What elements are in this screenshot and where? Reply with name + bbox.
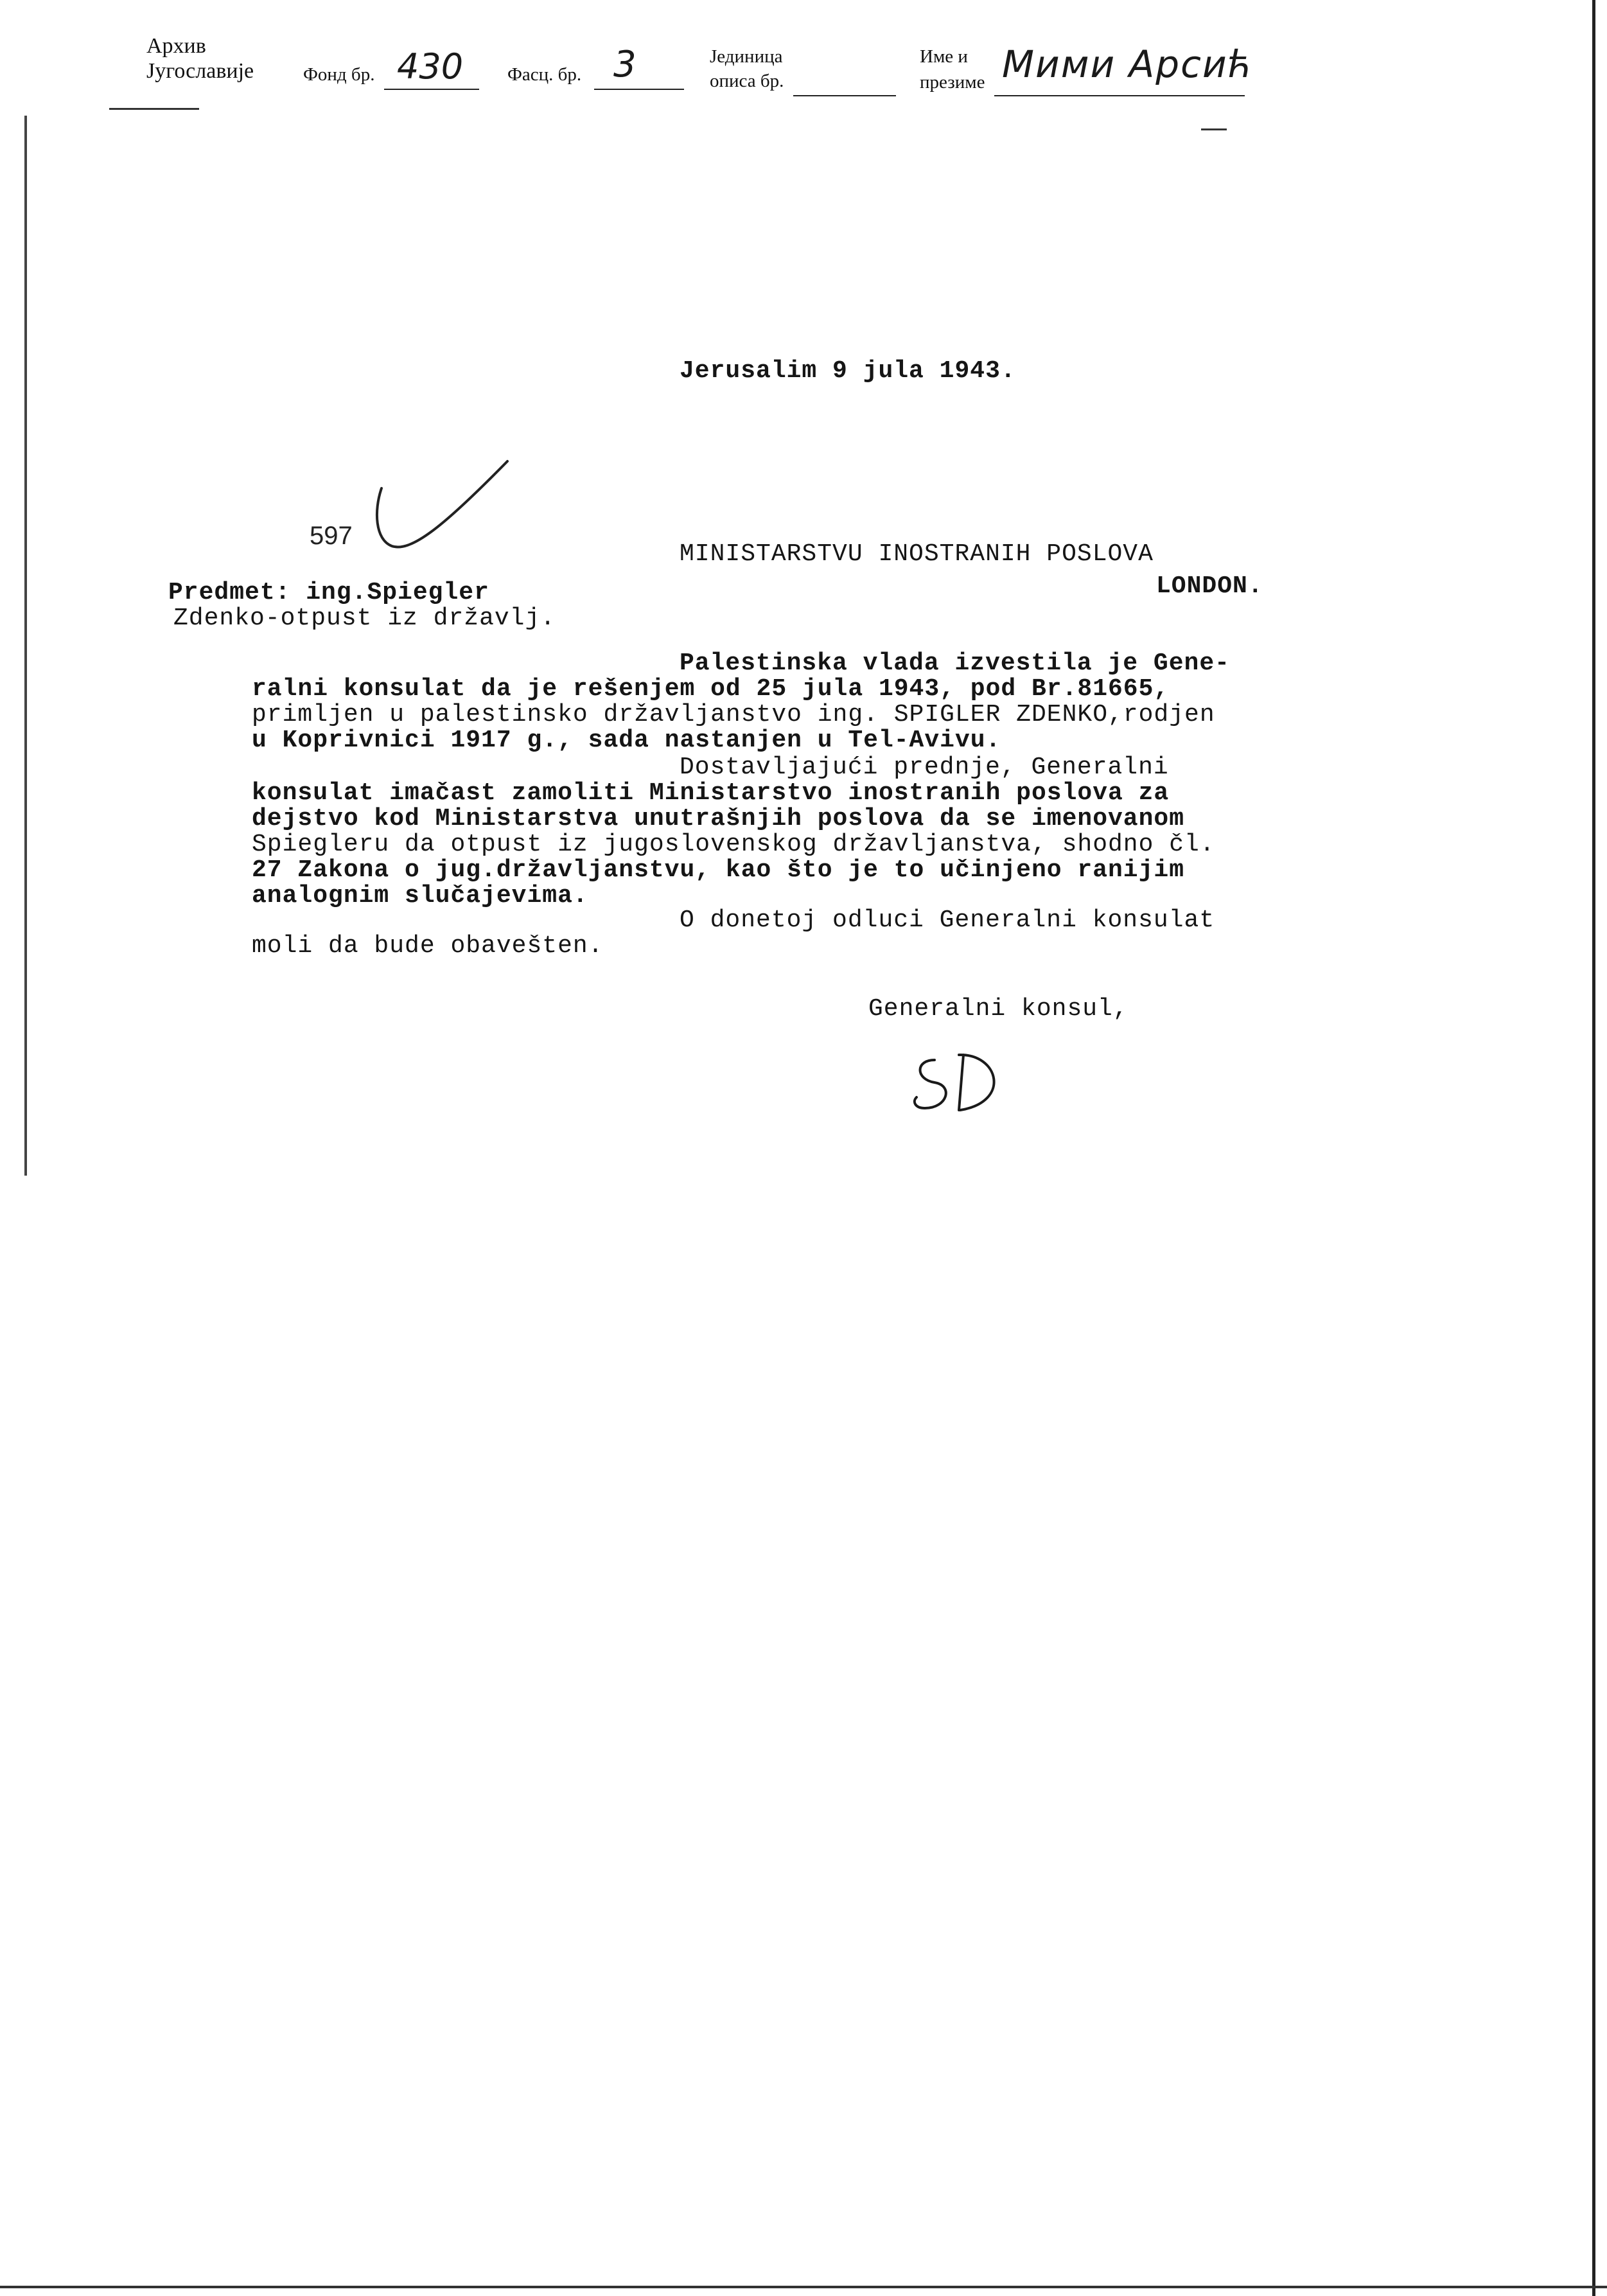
- body-line: analognim slučajevima.: [252, 882, 588, 910]
- date-line: Jerusalim 9 jula 1943.: [680, 357, 1016, 385]
- fond-value: 430: [397, 46, 464, 87]
- signature-mark: [909, 1041, 1018, 1118]
- unit-field: [793, 64, 896, 96]
- body-line: dejstvo kod Ministarstva unutrašnjih poslova da se imenovanom: [252, 805, 1185, 833]
- body-line: Palestinska vlada izvestila je Gene-: [680, 649, 1230, 677]
- signature: [909, 1041, 1018, 1121]
- body-line: u Koprivnici 1917 g., sada nastanjen u Tel-Avivu.: [252, 727, 1001, 754]
- body-line: Spiegleru da otpust iz jugoslovenskog državljanstva, shodno čl.: [252, 831, 1215, 858]
- body-line: moli da bude obavešten.: [252, 932, 604, 960]
- name-value: Мими Арсић: [1002, 42, 1254, 86]
- institution-line-2: Југославије: [146, 59, 254, 84]
- header-rule-left: [109, 108, 199, 110]
- body-line: konsulat imačast zamoliti Ministarstvo inostranih poslova za: [252, 779, 1170, 807]
- check-mark-icon: [373, 450, 520, 569]
- fasc-field: [594, 58, 684, 90]
- addressee-line-2: LONDON.: [1156, 572, 1263, 600]
- registry-number: 597: [310, 522, 353, 550]
- closing-line: Generalni konsul,: [868, 995, 1128, 1023]
- fasc-value: 3: [613, 44, 637, 85]
- unit-label-line-2: описа бр.: [710, 71, 784, 91]
- institution-line-1: Архив: [146, 34, 206, 58]
- body-line: primljen u palestinsko državljanstvo ing. SPIGLER ZDENKO,rodjen: [252, 701, 1215, 729]
- name-label-line-2: презиме: [920, 72, 985, 93]
- unit-label-line-1: Јединица: [710, 46, 783, 67]
- fond-label: Фонд бр.: [303, 64, 375, 85]
- scan-edge-bottom: [0, 2286, 1607, 2288]
- scan-edge-right: [1592, 0, 1595, 2296]
- addressee-line-1: MINISTARSTVU INOSTRANIH POSLOVA: [680, 540, 1154, 568]
- fasc-label: Фасц. бр.: [507, 64, 582, 85]
- body-line: ralni konsulat da je rešenjem od 25 jula 1943, pod Br.81665,: [252, 675, 1170, 703]
- name-label-line-1: Име и: [920, 46, 968, 67]
- archive-institution: [146, 33, 254, 84]
- scan-edge-left: [24, 116, 27, 1176]
- header-rule-right: [1201, 128, 1227, 130]
- body-line: O donetoj odluci Generalni konsulat: [680, 906, 1215, 934]
- body-line: Dostavljajući prednje, Generalni: [680, 754, 1169, 781]
- body-line: 27 Zakona o jug.državljanstvu, kao što je to učinjeno ranijim: [252, 856, 1185, 884]
- subject-line-1: Predmet: ing.Spiegler: [168, 579, 489, 606]
- subject-line-2: Zdenko-otpust iz državlj.: [173, 605, 556, 632]
